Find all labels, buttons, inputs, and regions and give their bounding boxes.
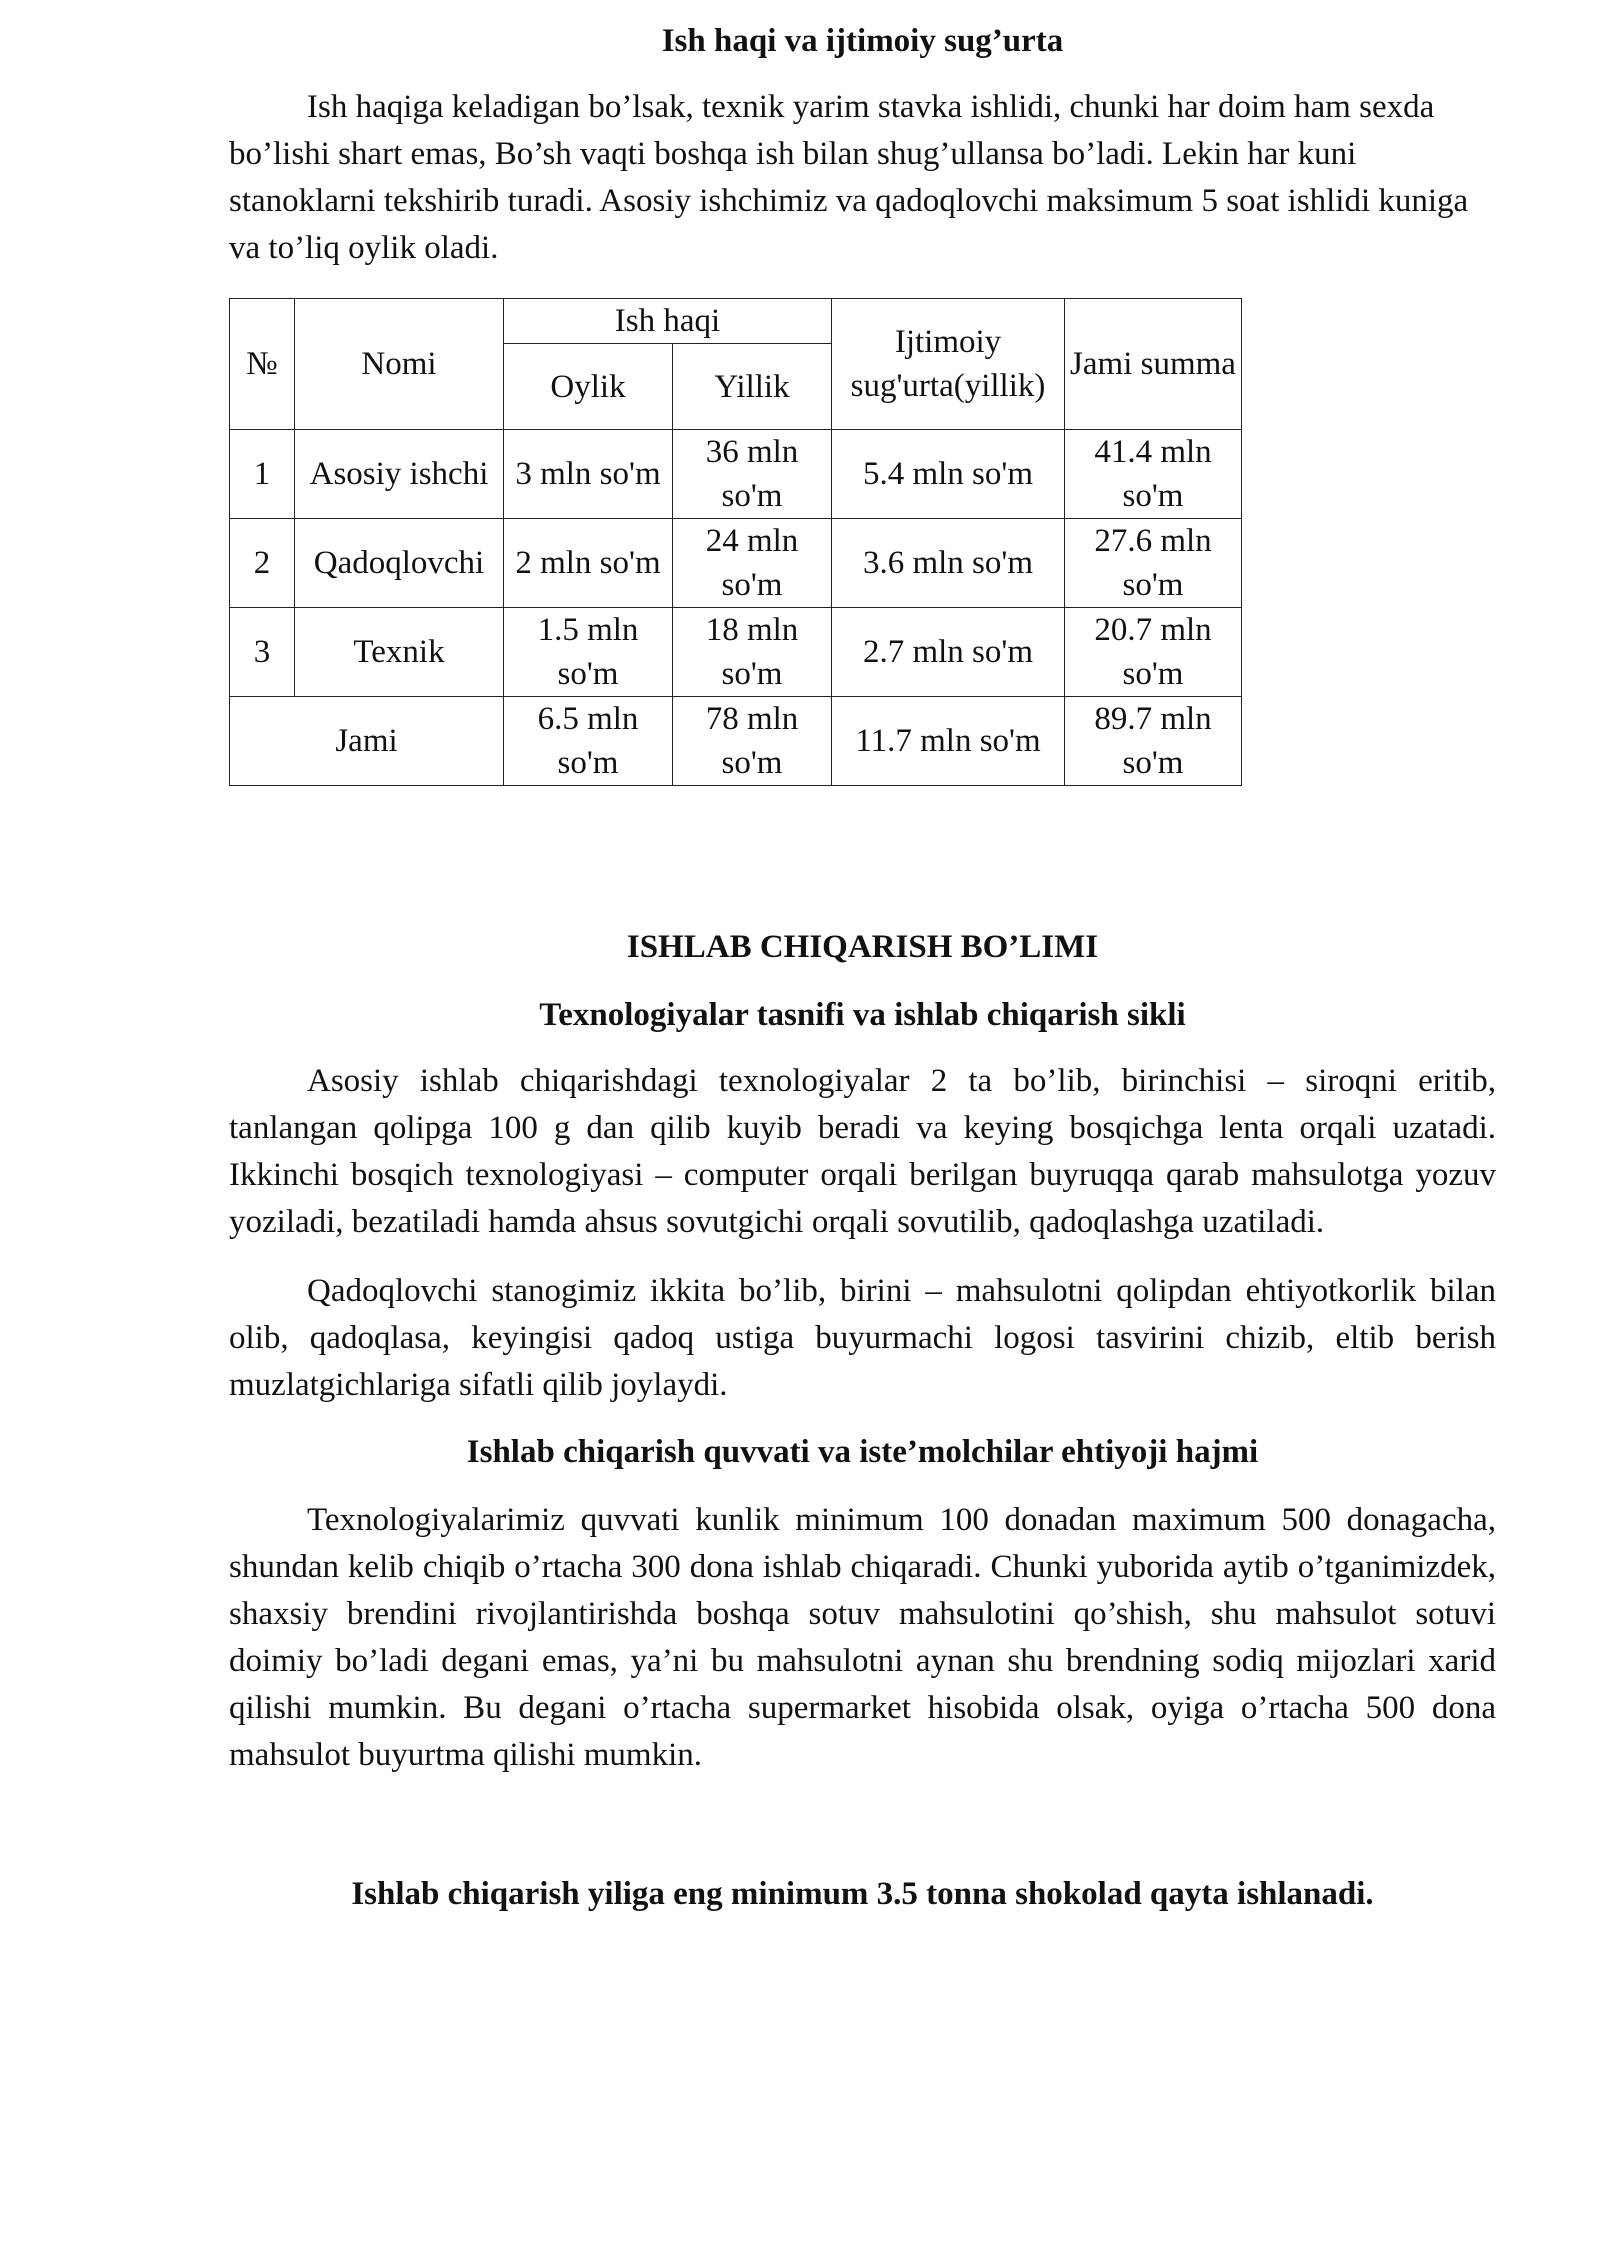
cell-ijtimoiy: 5.4 mln so'm — [832, 430, 1065, 519]
header-oylik: Oylik — [504, 344, 673, 430]
header-ijtimoiy: Ijtimoiy sug'urta(yillik) — [832, 299, 1065, 430]
cell-no: 3 — [230, 608, 295, 697]
cell-name: Texnik — [295, 608, 504, 697]
cell-total-oylik: 6.5 mln so'm — [504, 697, 673, 786]
cell-ijtimoiy: 2.7 mln so'm — [832, 608, 1065, 697]
table-total-row — [230, 697, 1242, 786]
capacity-paragraph: Texnologiyalarimiz quvvati kunlik minimum 100 donadan maximum 500 donagacha, shundan kelib chiqib o’rtacha 300 dona ishlab chiqaradi. Chunki yuborida aytib o’tganimizdek, shaxsiy brendini rivojlantirishda boshqa sotuv mahsulotini qo’shish, shu mahsulot sotuvi doimiy bo’ladi degani emas, ya’ni bu mahsulotni aynan shu brendning sodiq mijozlari xarid qilishi mumkin. Bu degani o’rtacha supermarket hisobida olsak, oyiga o’rtacha 500 dona mahsulot buyurtma qilishi mumkin. — [229, 1502, 1496, 1773]
table-row — [230, 430, 1242, 519]
subtitle-technologies: Texnologiyalar tasnifi va ishlab chiqarish sikli — [539, 997, 1186, 1033]
cell-no: 1 — [230, 430, 295, 519]
cell-name: Asosiy ishchi — [295, 430, 504, 519]
header-name: Nomi — [295, 299, 504, 430]
header-jami-summa: Jami summa — [1065, 299, 1242, 430]
cell-total-label: Jami — [230, 697, 504, 786]
wage-table — [229, 298, 1242, 786]
cell-no: 2 — [230, 519, 295, 608]
cell-total-jami: 89.7 mln so'm — [1065, 697, 1242, 786]
cell-ijtimoiy: 3.6 mln so'm — [832, 519, 1065, 608]
cell-yillik: 24 mln so'm — [673, 519, 832, 608]
section-title-wages: Ish haqi va ijtimoiy sug’urta — [661, 23, 1064, 59]
cell-jami: 20.7 mln so'm — [1065, 608, 1242, 697]
cell-oylik: 1.5 mln so'm — [504, 608, 673, 697]
cell-oylik: 3 mln so'm — [504, 430, 673, 519]
cell-oylik: 2 mln so'm — [504, 519, 673, 608]
cell-total-yillik: 78 mln so'm — [673, 697, 832, 786]
cell-yillik: 36 mln so'm — [673, 430, 832, 519]
cell-name: Qadoqlovchi — [295, 519, 504, 608]
cell-jami: 41.4 mln so'm — [1065, 430, 1242, 519]
table-header-row — [230, 299, 1242, 344]
document-content — [229, 0, 1496, 1917]
cell-jami: 27.6 mln so'm — [1065, 519, 1242, 608]
packaging-paragraph: Qadoqlovchi stanogimiz ikkita bo’lib, birini – mahsulotni qolipdan ehtiyotkorlik bilan olib, qadoqlasa, keyingisi qadoq ustiga buyurmachi logosi tasvirini chizib, eltib berish muzlatgichlariga sifatli qilib joylaydi. — [229, 1273, 1496, 1403]
subtitle-capacity: Ishlab chiqarish quvvati va iste’molchilar ehtiyoji hajmi — [466, 1434, 1259, 1470]
header-yillik: Yillik — [673, 344, 832, 430]
table-row — [230, 608, 1242, 697]
section-title-production: ISHLAB CHIQARISH BO’LIMI — [626, 929, 1099, 965]
wages-paragraph: Ish haqiga keladigan bo’lsak, texnik yarim stavka ishlidi, chunki har doim ham sexda bo’lishi shart emas, Bo’sh vaqti boshqa ish bilan shug’ullansa bo’ladi. Lekin har kuni stanoklarni tekshirib turadi. Asosiy ishchimiz va qadoqlovchi maksimum 5 soat ishlidi kuniga va to’liq oylik oladi. — [229, 89, 1469, 266]
technologies-paragraph: Asosiy ishlab chiqarishdagi texnologiyalar 2 ta bo’lib, birinchisi – siroqni eritib, tanlangan qolipga 100 g dan qilib kuyib beradi va keying bosqichga lenta orqali uzatadi. Ikkinchi bosqich texnologiyasi – computer orqali berilgan buyruqqa qarab mahsulotga yozuv yoziladi, bezatiladi hamda ahsus sovutgichi orqali sovutilib, qadoqlashga uzatiladi. — [229, 1063, 1496, 1240]
header-no: № — [230, 299, 295, 430]
cell-yillik: 18 mln so'm — [673, 608, 832, 697]
header-ish-haqi: Ish haqi — [504, 299, 832, 344]
table-row — [230, 519, 1242, 608]
cell-total-ijtimoiy: 11.7 mln so'm — [832, 697, 1065, 786]
final-statement: Ishlab chiqarish yiliga eng minimum 3.5 tonna shokolad qayta ishlanadi. — [351, 1876, 1374, 1912]
